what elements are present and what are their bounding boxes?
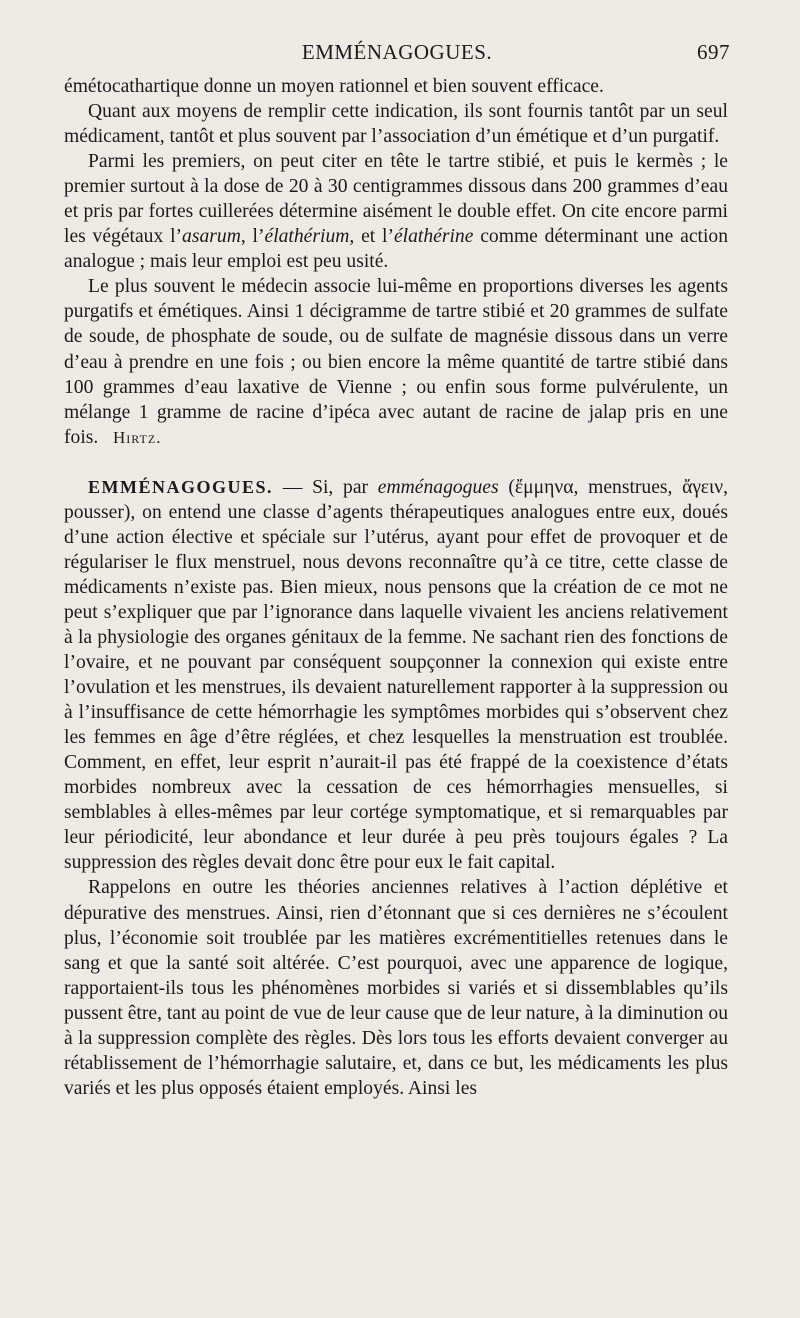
- paragraph: [64, 149, 728, 274]
- author-signature: Hirtz.: [113, 427, 162, 447]
- paragraph-text: , et l’: [349, 226, 394, 248]
- italic-term: asarum: [182, 226, 241, 248]
- paragraph-text: , l’: [240, 226, 265, 248]
- body-text: [64, 74, 728, 1101]
- section-gap: [64, 450, 728, 475]
- paragraph: Rappelons en outre les théories anciennes relatives à l’action déplétive et dépurative des menstrues. Ainsi, rien d’étonnant que si ces dernières ne s’écoulent plus, l’économie soit troublée par les matières excrémentitielles retenues dans le sang et que la santé soit altérée. C’est pourquoi, avec une apparence de logique, rapportaient-ils tous les phénomènes morbides si variés et si dissemblables qu’ils pussent être, tant au point de vue de leur cause que de leur nature, à la diminution ou à la suppression complète des règles. Dès lors tous les efforts devaient converger au rétablissement de l’hémorrhagie salutaire, et, dans ce but, les médicaments les plus variés et les plus opposés étaient employés. Ainsi les: [64, 877, 728, 1099]
- article-heading: EMMÉNAGOGUES.: [88, 476, 274, 497]
- paragraph-text: (ἔμμηνα, menstrues, ἄγειν, pousser), on entend une classe d’agents thérapeutiques analogues entre eux, doués d’une action élective et spéciale sur l’utérus, ayant pour effet de provoquer et de régulariser le flux menstruel, nous devons reconnaître qu’à ce titre, cette classe de médicaments n’existe pas. Bien mieux, nous pensons que la création de ce mot ne peut s’expliquer que par l’ignorance dans laquelle vivaient les anciens relativement à la physiologie des organes génitaux de la femme. Ne sachant rien des fonctions de l’ovaire, et ne pouvant par conséquent soupçonner la connexion qui existe entre l’ovulation et les menstrues, ils devaient naturellement rapporter à la suppression ou à l’insuffisance de cette hémorrhagie les symptômes morbides qui s’observent chez les femmes en âge d’être réglées, et chez lesquelles la menstruation est troublée. Comment, en effet, leur esprit n’aurait-il pas été frappé de la coexistence d’états morbides nombreux avec la cessation de ces hémorrhagies mensuelles, si semblables à elles-mêmes par leur cortége symptomatique, et si remarquables par leur périodicité, leur abondance et leur durée à peu près toujours égales ? La suppression des règles devait donc être pour eux le fait capital.: [64, 476, 729, 874]
- paragraph: Quant aux moyens de remplir cette indication, ils sont fournis tantôt par un seul médicament, tantôt et plus souvent par l’association d’un émétique et d’un purgatif.: [64, 101, 728, 148]
- running-title: EMMÉNAGOGUES.: [301, 40, 493, 64]
- paragraph-text: — Si, par: [273, 476, 378, 498]
- paragraph-text: Le plus souvent le médecin associe lui-même en proportions diverses les agents purgatifs et émétiques. Ainsi 1 décigramme de tartre stibié et 20 grammes de sulfate de soude, de phosphate de soude, ou de sulfate de magnésie dissous dans un verre d’eau à prendre en une fois ; ou bien encore la même quantité de tartre stibié dans 100 grammes d’eau laxative de Vienne ; ou enfin sous forme pulvérulente, un mélange 1 gramme de racine d’ipéca avec autant de racine de jalap pris en une fois.: [64, 276, 728, 448]
- paragraph-text: Parmi les premiers, on peut citer en tête le tartre stibié, et puis le kermès ; le premier surtout à la dose de 20 à 30 centigrammes dissous dans 200 grammes d’eau et pris par fortes cuillerées détermine aisément le double effet. On cite encore parmi les végétaux l’: [64, 151, 728, 248]
- paragraph: émétocathartique donne un moyen rationnel et bien souvent efficace.: [64, 76, 604, 97]
- italic-term: élathérine: [393, 226, 474, 248]
- page-header: [64, 40, 730, 70]
- italic-term: emménagogues: [377, 476, 499, 498]
- paragraph: [64, 274, 728, 449]
- page-number: 697: [697, 40, 730, 64]
- paragraph-text: comme déterminant une action analogue ; mais leur emploi est peu usité.: [64, 226, 728, 273]
- paragraph: [64, 475, 728, 876]
- italic-term: élathérium: [264, 226, 350, 248]
